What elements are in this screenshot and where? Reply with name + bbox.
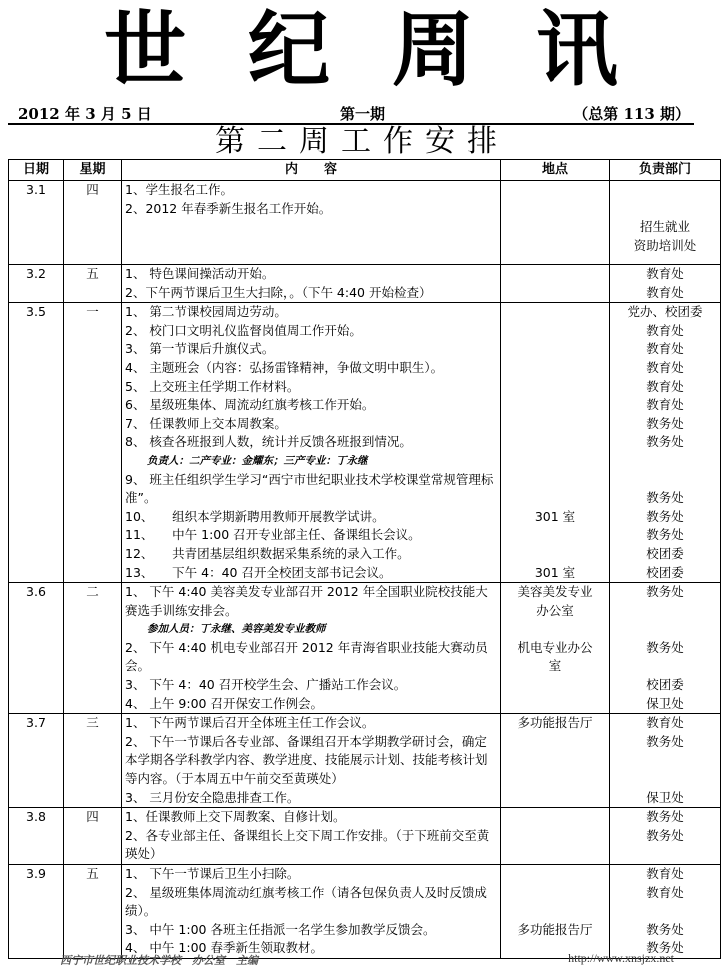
place-line [504, 322, 606, 341]
responsible-note: 负责人：二产专业：金耀东；三产专业：丁永继 [147, 454, 368, 467]
footer-org: 西宁市世纪职业技术学校 办公室 主编 [60, 954, 258, 967]
dept-line: 教务处 [646, 490, 684, 506]
header-content: 内 容 [122, 160, 501, 181]
dept-line: 保卫处 [646, 789, 684, 805]
participants-note: 参加人员：丁永继、美容美发专业教师 [147, 623, 326, 636]
issue-number: 第一期 [339, 105, 385, 123]
dept-line [613, 620, 717, 639]
row-date: 3.5 [9, 303, 64, 583]
issue-date: 2012 年 3 月 5 日 [18, 105, 152, 123]
dept-line: 教育处 [646, 397, 684, 413]
dept-line: 教务处 [646, 827, 684, 843]
dept-line: 招生就业 [639, 219, 690, 235]
dept-line: 教务处 [646, 415, 684, 431]
row-place [501, 181, 610, 265]
masthead-char: 世 [103, 2, 188, 98]
dept-line: 教育处 [646, 378, 684, 394]
content-line: 2、2012 年春季新生报名工作开始。 [125, 200, 332, 216]
row-weekday: 四 [64, 181, 122, 265]
dept-line: 教育处 [646, 266, 684, 281]
content-line: 5、 上交班主任学期工作材料。 [125, 378, 300, 394]
dept-line: 教务处 [646, 921, 684, 937]
dept-line [613, 770, 717, 789]
dept-line [613, 902, 717, 921]
place-line [504, 884, 606, 903]
dept-line [613, 751, 717, 770]
dept-line: 教务处 [646, 809, 684, 825]
content-line: 4、 上午 9:00 召开保安工作例会。 [125, 695, 323, 711]
dept-line: 教育处 [646, 359, 684, 375]
dept-line: 校团委 [646, 545, 684, 561]
row-content [122, 808, 501, 865]
row-weekday: 五 [64, 265, 122, 303]
place-line [504, 340, 606, 359]
dept-line [613, 471, 717, 490]
row-date: 3.7 [9, 714, 64, 808]
table-row [9, 181, 721, 265]
masthead [0, 0, 724, 100]
dept-line: 教务处 [646, 639, 684, 655]
row-weekday: 三 [64, 714, 122, 808]
place-line [504, 433, 606, 452]
content-line: 2、 下午一节课后各专业部、备课组召开本学期教学研讨会，确定本学期各学科教学内容、教学进度、技能展示计划、技能考核计划等内容。（于本周五中午前交至黄瑛处） [125, 733, 488, 787]
row-dept [610, 714, 721, 808]
place-line: 301 室 [534, 508, 576, 524]
row-place [501, 303, 610, 583]
row-content [122, 303, 501, 583]
content-line: 4、 主题班会（内容：弘扬雷锋精神，争做文明中职生）。 [125, 359, 444, 375]
table-row [9, 265, 721, 303]
page-title: 第二周工作安排 [215, 124, 509, 159]
schedule-table [8, 159, 721, 959]
place-line: 多功能报告厅 [517, 921, 593, 937]
dept-line: 教育处 [646, 715, 684, 731]
table-row [9, 583, 721, 714]
place-line [504, 526, 606, 545]
header-date: 日期 [9, 160, 64, 181]
dept-line [613, 602, 717, 621]
content-line: 7、 任课教师上交本周教案。 [125, 415, 287, 431]
dept-line: 教务处 [646, 940, 684, 956]
dept-line: 保卫处 [646, 695, 684, 711]
dept-line: 教育处 [646, 341, 684, 357]
dept-line: 教务处 [646, 508, 684, 524]
content-line: 9、 班主任组织学生学习“西宁市世纪职业技术学校课堂常规管理标准”。 [125, 471, 494, 506]
content-line: 1、 特色课间操活动开始。 [125, 266, 275, 281]
masthead-char: 讯 [536, 2, 621, 98]
place-line: 美容美发专业 [517, 584, 593, 600]
place-line: 室 [548, 658, 562, 674]
place-line [504, 359, 606, 378]
content-line: 2、 校门口文明礼仪监督岗值周工作开始。 [125, 322, 362, 338]
content-line: 3、 第一节课后升旗仪式。 [125, 341, 275, 357]
row-dept [610, 265, 721, 303]
row-content [122, 181, 501, 265]
dept-line [613, 657, 717, 676]
issue-total: （总第 113 期） [573, 105, 690, 123]
place-line [504, 865, 606, 884]
content-line: 2、下午两节课后卫生大扫除，。（下午 4:40 开始检查） [125, 284, 432, 300]
place-line: 机电专业办公 [517, 639, 593, 655]
content-line: 1、 第二节课校园周边劳动。 [125, 304, 287, 320]
row-content [122, 714, 501, 808]
row-place [501, 808, 610, 865]
place-line [504, 303, 606, 322]
dept-line [613, 452, 717, 471]
content-line: 1、学生报名工作。 [125, 182, 233, 197]
row-content [122, 583, 501, 714]
place-line [504, 378, 606, 397]
place-line [504, 396, 606, 415]
place-line [504, 620, 606, 639]
row-weekday: 二 [64, 583, 122, 714]
dept-line: 教育处 [646, 284, 684, 300]
row-dept [610, 181, 721, 265]
dept-line [613, 200, 717, 219]
issue-line [18, 104, 690, 124]
content-line: 8、 核查各班报到人数，统计并反馈各班报到情况。 [125, 434, 412, 450]
row-content [122, 265, 501, 303]
row-date: 3.1 [9, 181, 64, 265]
content-line: 1、任课教师上交下周教案、自修计划。 [125, 809, 346, 825]
dept-line: 资助培训处 [633, 237, 697, 253]
table-header-row [9, 160, 721, 181]
footer-url[interactable]: http://www.xnsjzx.net [568, 951, 674, 965]
content-line: 1、 下午 4:40 美容美发专业部召开 2012 年全国职业院校技能大赛选手训练安排会。 [125, 584, 488, 618]
row-place [501, 714, 610, 808]
row-weekday: 一 [64, 303, 122, 583]
dept-line: 教育处 [646, 884, 684, 900]
dept-line: 校团委 [646, 564, 684, 580]
place-line: 办公室 [536, 602, 574, 618]
row-date: 3.9 [9, 865, 64, 959]
dept-line: 教育处 [646, 866, 684, 881]
content-line: 1、 下午两节课后召开全体班主任工作会议。 [125, 715, 375, 731]
content-line: 13、 下午 4：40 召开全校团支部书记会议。 [125, 564, 392, 580]
place-line: 多功能报告厅 [517, 715, 593, 731]
dept-line: 校团委 [646, 677, 684, 693]
row-weekday: 四 [64, 808, 122, 865]
row-dept [610, 303, 721, 583]
place-line [504, 415, 606, 434]
dept-line: 教务处 [646, 527, 684, 543]
header-weekday: 星期 [64, 160, 122, 181]
masthead-char: 周 [392, 2, 477, 98]
row-date: 3.2 [9, 265, 64, 303]
dept-line [613, 181, 717, 200]
place-line [504, 471, 606, 490]
footer [0, 944, 724, 974]
place-line [504, 489, 606, 508]
row-date: 3.8 [9, 808, 64, 865]
content-line: 3、 中午 1:00 各班主任指派一名学生参加教学反馈会。 [125, 921, 436, 937]
place-line [504, 545, 606, 564]
content-line: 3、 三月份安全隐患排查工作。 [125, 789, 300, 805]
header-dept: 负责部门 [610, 160, 721, 181]
table-row [9, 714, 721, 808]
dept-line: 教务处 [646, 733, 684, 749]
content-line: 12、 共青团基层组织数据采集系统的录入工作。 [125, 545, 410, 561]
dept-line: 教务处 [646, 584, 684, 600]
dept-line: 教育处 [646, 322, 684, 338]
dept-line: 党办、校团委 [627, 304, 703, 320]
content-line: 6、 星级班集体、周流动红旗考核工作开始。 [125, 397, 375, 413]
place-line [504, 452, 606, 471]
content-line: 1、 下午一节课后卫生小扫除。 [125, 866, 300, 881]
content-line: 11、 中午 1:00 召开专业部主任、备课组长会议。 [125, 527, 421, 543]
masthead-char: 纪 [247, 2, 332, 98]
content-line: 3、 下午 4：40 召开校学生会、广播站工作会议。 [125, 677, 407, 693]
content-line: 2、 星级班集体周流动红旗考核工作（请各包保负责人及时反馈成绩）。 [125, 884, 487, 919]
table-row [9, 808, 721, 865]
content-line: 2、 下午 4:40 机电专业部召开 2012 年青海省职业技能大赛动员会。 [125, 639, 488, 674]
row-place [501, 583, 610, 714]
row-date: 3.6 [9, 583, 64, 714]
content-line: 2、各专业部主任、备课组长上交下周工作安排。（于下班前交至黄瑛处） [125, 827, 490, 862]
row-place [501, 265, 610, 303]
place-line [504, 902, 606, 921]
row-weekday: 五 [64, 865, 122, 959]
place-line: 301 室 [534, 564, 576, 580]
header-place: 地点 [501, 160, 610, 181]
row-dept [610, 583, 721, 714]
row-dept [610, 808, 721, 865]
content-line: 4、 中午 1:00 春季新生领取教材。 [125, 940, 323, 956]
content-line: 10、 组织本学期新聘用教师开展教学试讲。 [125, 508, 385, 524]
dept-line: 教务处 [646, 434, 684, 450]
table-row [9, 303, 721, 583]
